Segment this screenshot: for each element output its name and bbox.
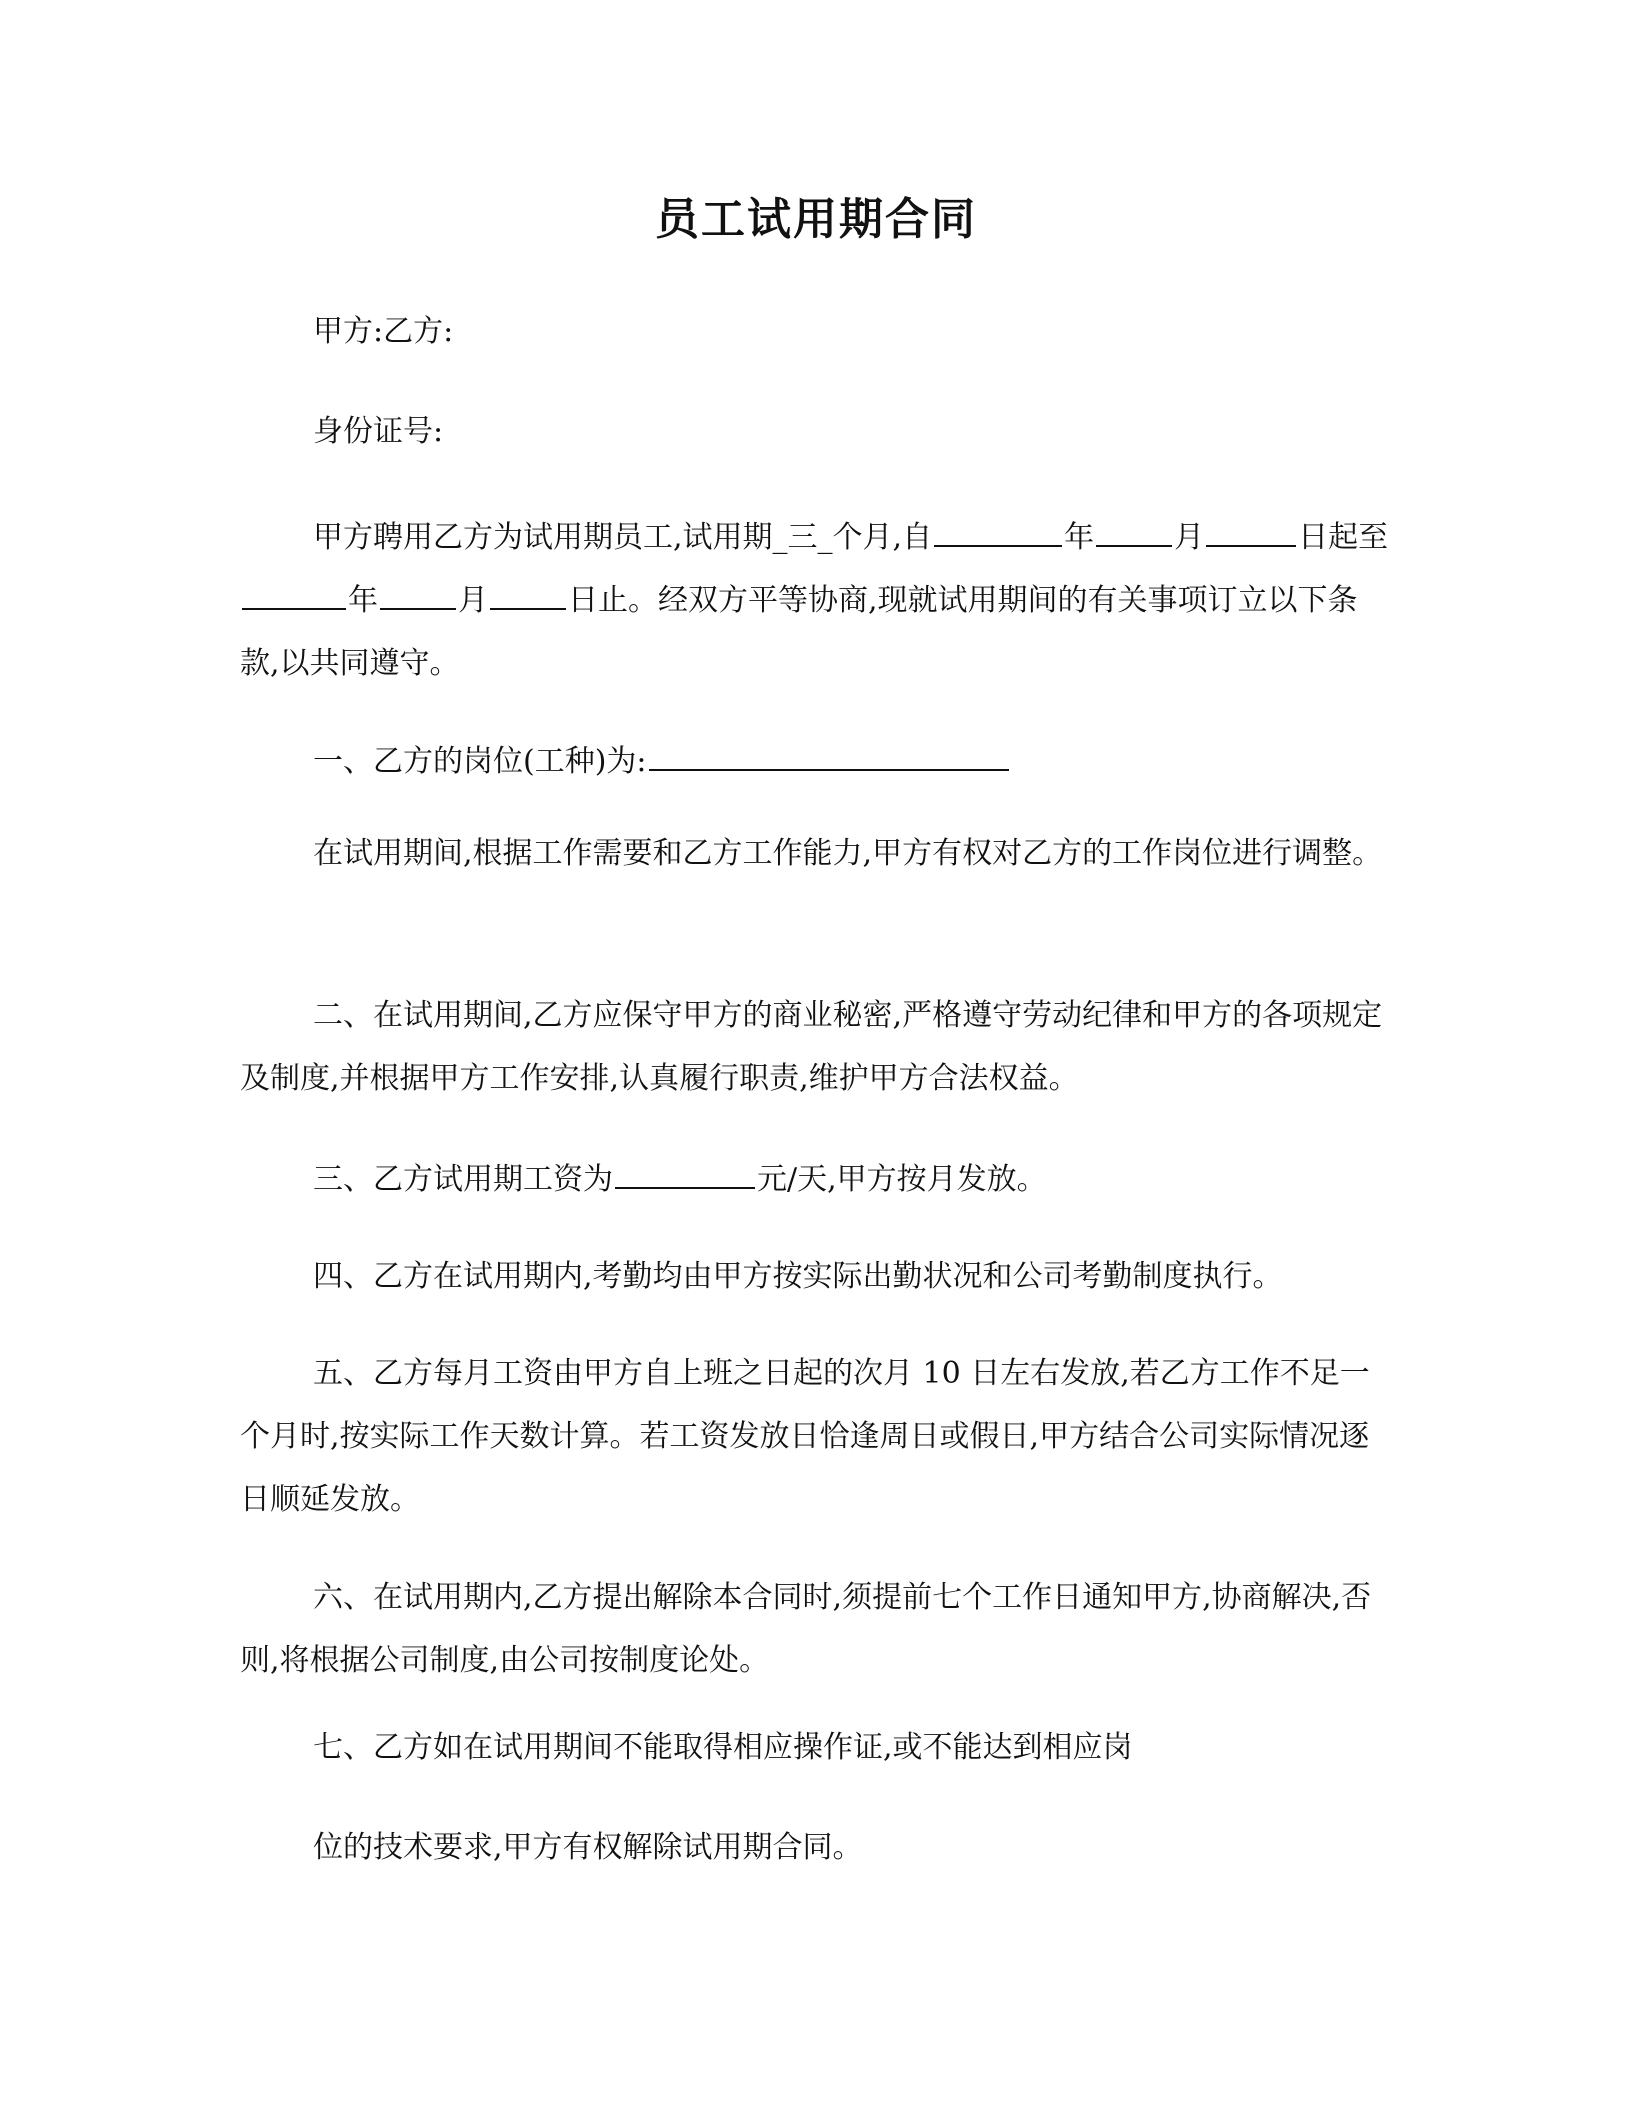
clause-2: 二、在试用期间,乙方应保守甲方的商业秘密,严格遵守劳动纪律和甲方的各项规定及制度,并根据甲方工作安排,认真履行职责,维护甲方合法权益。	[240, 998, 1383, 1096]
clause-5: 五、乙方每月工资由甲方自上班之日起的次月 10 日左右发放,若乙方工作不足一个月时,按实际工作天数计算。若工资发放日恰逢周日或假日,甲方结合公司实际情况逐日顺延发放。	[240, 1356, 1370, 1517]
intro-text-2: 日起至	[1298, 520, 1389, 555]
start-month-blank[interactable]	[1096, 515, 1172, 547]
intro-year-label-2: 年	[348, 583, 378, 618]
document-title: 员工试用期合同	[655, 194, 977, 245]
clause-7-line-2: 位的技术要求,甲方有权解除试用期合同。	[313, 1830, 863, 1865]
position-blank[interactable]	[649, 739, 1009, 771]
end-day-blank[interactable]	[490, 578, 566, 610]
intro-text-1: 甲方聘用乙方为试用期员工,试用期_三_个月,自	[313, 520, 933, 555]
clause-1-detail: 在试用期间,根据工作需要和乙方工作能力,甲方有权对乙方的工作岗位进行调整。	[313, 836, 1383, 871]
intro-year-label-1: 年	[1064, 520, 1095, 555]
clause-1-line	[313, 739, 1011, 782]
start-year-blank[interactable]	[934, 515, 1062, 547]
intro-month-label-2: 月	[458, 583, 488, 618]
end-month-blank[interactable]	[380, 578, 456, 610]
end-year-blank[interactable]	[242, 578, 346, 610]
intro-text-3: 日止。经双方平等协商,现就试用期间的有关事项订立以下条款,以共同遵守。	[240, 583, 1358, 681]
clause-3-line	[313, 1157, 1047, 1200]
salary-blank[interactable]	[615, 1157, 755, 1189]
clause-4: 四、乙方在试用期内,考勤均由甲方按实际出勤状况和公司考勤制度执行。	[313, 1259, 1283, 1294]
clause-3-suffix: 元/天,甲方按月发放。	[757, 1162, 1047, 1197]
intro-paragraph	[240, 506, 1390, 695]
clause-3-prefix: 三、乙方试用期工资为	[313, 1162, 613, 1197]
intro-month-label-1: 月	[1174, 520, 1205, 555]
clause-1-label: 一、乙方的岗位(工种)为:	[313, 744, 647, 779]
start-day-blank[interactable]	[1206, 515, 1296, 547]
parties-line: 甲方:乙方:	[313, 314, 454, 349]
id-number-line: 身份证号:	[313, 414, 444, 449]
clause-7-line-1: 七、乙方如在试用期间不能取得相应操作证,或不能达到相应岗	[313, 1730, 1133, 1765]
clause-6: 六、在试用期内,乙方提出解除本合同时,须提前七个工作日通知甲方,协商解决,否则,将根据公司制度,由公司按制度论处。	[240, 1580, 1372, 1678]
